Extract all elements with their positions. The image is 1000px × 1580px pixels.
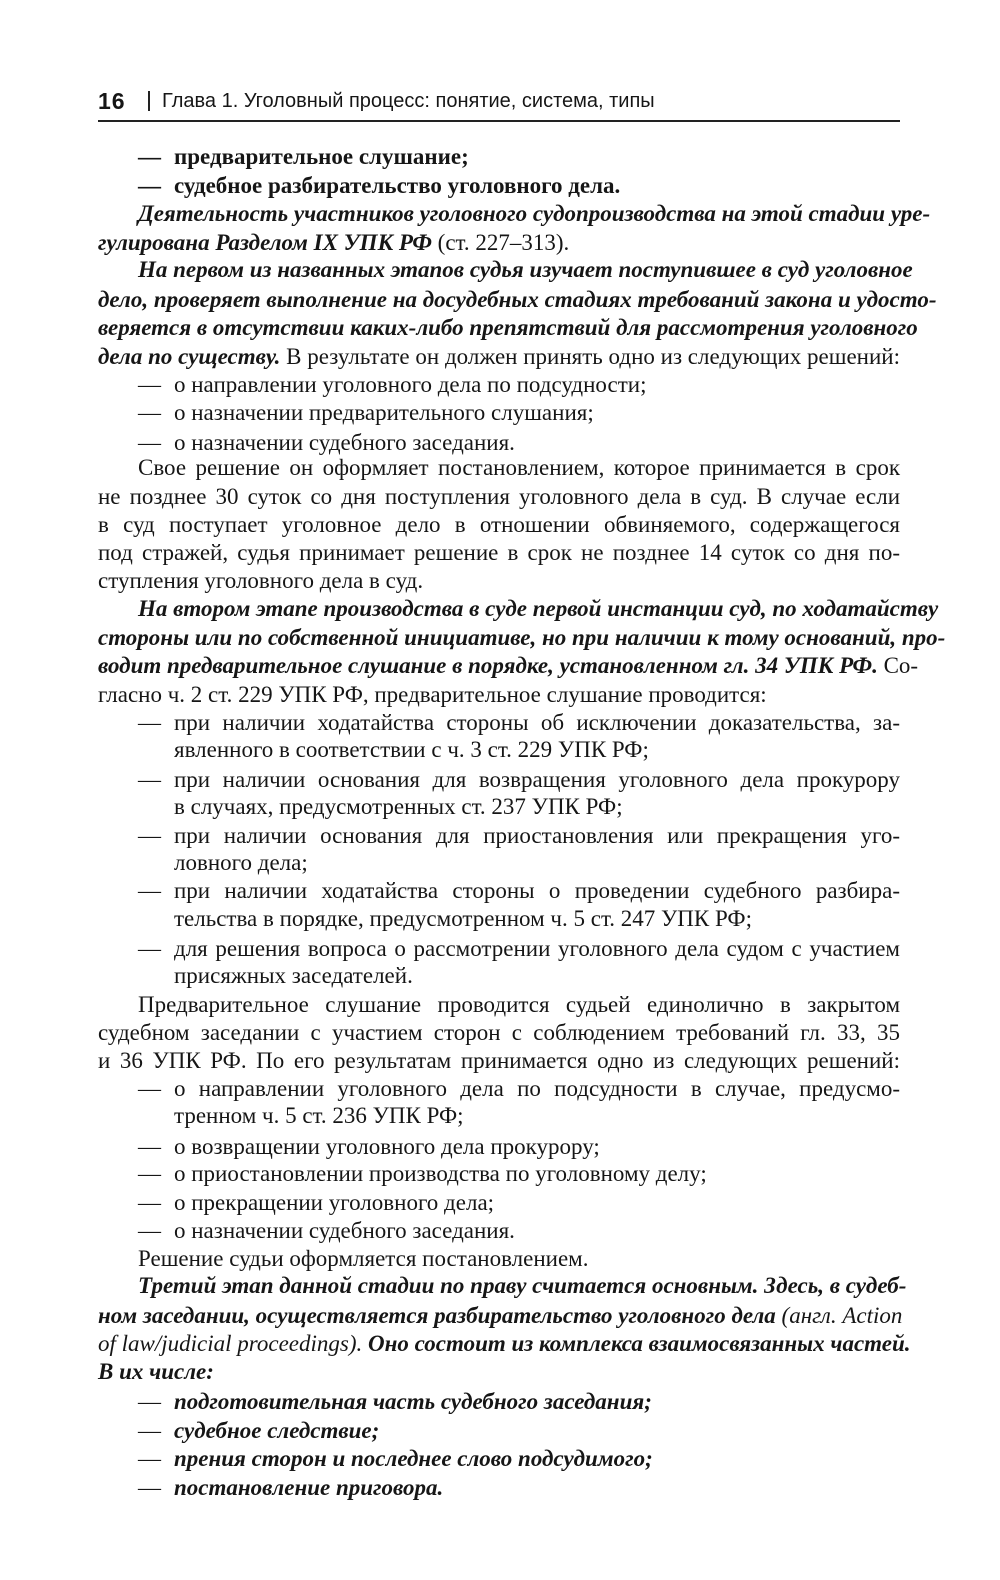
text-line (98, 229, 569, 257)
text-line (98, 1047, 900, 1075)
text-line (98, 905, 752, 933)
text-run: не позднее 30 суток со дня поступления уголовного дела в суд. В случае если (98, 484, 900, 509)
text-run: под стражей, судья принимает решение в срок не позднее 14 суток со дня по- (98, 540, 900, 565)
text-run: веряется в отсутствии каких-либо препятствий для рассмотрения уголовного (98, 315, 918, 340)
text-line (98, 1358, 214, 1386)
text-line (98, 793, 623, 821)
list-dash: — (138, 767, 161, 792)
text-line (98, 624, 945, 652)
list-dash: — (138, 430, 161, 455)
header-separator (148, 91, 150, 111)
list-dash: — (138, 1389, 161, 1414)
text-run: и 36 УПК РФ. По его результатам принимается одно из следующих решений: (98, 1048, 900, 1073)
text-run: ступления уголовного дела в суд. (98, 568, 424, 593)
text-run: предварительное слушание; (174, 144, 469, 169)
text-run: В их числе: (98, 1359, 214, 1384)
text-run: присяжных заседателей. (174, 963, 413, 988)
text-run: гласно ч. 2 ст. 229 УПК РФ, предварительное слушание проводится: (98, 682, 767, 707)
text-run: о направлении уголовного дела по подсудности в случае, предусмо- (174, 1076, 900, 1101)
text-run: (англ. Action (775, 1303, 903, 1328)
text-run: для решения вопроса о рассмотрении уголовного дела судом с участием (174, 936, 900, 961)
text-line (98, 256, 913, 284)
text-line (98, 200, 930, 228)
text-run: при наличии основания для приостановления или прекращения уго- (174, 823, 900, 848)
chapter-title: Глава 1. Уголовный процесс: понятие, система, типы (162, 90, 655, 112)
text-run: прения сторон и последнее слово подсудимого; (174, 1446, 653, 1471)
text-run: судебном заседании с участием сторон с соблюдением требований гл. 33, 35 (98, 1020, 900, 1045)
text-run: ловного дела; (174, 850, 308, 875)
text-line (98, 1245, 588, 1273)
text-line (98, 539, 900, 567)
list-dash: — (138, 710, 161, 735)
text-line (98, 962, 413, 990)
text-run: В результате он должен принять одно из следующих решений: (280, 344, 901, 369)
list-dash: — (138, 878, 161, 903)
running-header (98, 84, 900, 122)
text-run: о прекращении уголовного дела; (174, 1190, 495, 1215)
text-run: стороны или по собственной инициативе, но при наличии к тому оснований, про- (98, 625, 946, 650)
list-dash: — (138, 936, 161, 961)
text-run: судебное разбирательство уголовного дела. (174, 173, 621, 198)
text-run: Третий этап данной стадии по праву считается основным. Здесь, в судеб- (138, 1273, 907, 1298)
list-dash: — (138, 1134, 161, 1159)
text-run: На первом из названных этапов судья изучает поступившее в суд уголовное (138, 257, 913, 282)
text-run: Предварительное слушание проводится судьей единолично в закрытом (138, 992, 900, 1017)
text-run: дела по существу. (98, 344, 281, 369)
text-run: гулирована Разделом IX УПК РФ (98, 230, 432, 255)
text-run: при наличии ходатайства стороны о проведении судебного разбира- (174, 878, 900, 903)
list-dash: — (138, 823, 161, 848)
text-line (98, 1330, 911, 1358)
text-run: при наличии основания для возвращения уголовного дела прокурору (174, 767, 900, 792)
text-run: водит предварительное слушание в порядке, установленном гл. 34 УПК РФ. (98, 653, 878, 678)
text-run: постановление приговора. (174, 1475, 444, 1500)
text-line (98, 652, 918, 680)
text-line (98, 286, 937, 314)
text-run: Оно состоит из комплекса взаимосвязанных частей. (362, 1331, 911, 1356)
text-run: о возвращении уголовного дела прокурору; (174, 1134, 600, 1159)
text-run: Свое решение он оформляет постановлением, которое принимается в срок (138, 455, 900, 480)
text-line (98, 1019, 900, 1047)
text-line (98, 454, 900, 482)
text-line (98, 681, 767, 709)
text-run: дело, проверяет выполнение на досудебных стадиях требований закона и удосто- (98, 287, 937, 312)
text-line (98, 736, 649, 764)
text-line (98, 1102, 464, 1130)
list-dash: — (138, 1446, 161, 1471)
text-run: тельства в порядке, предусмотренном ч. 5 ст. 247 УПК РФ; (174, 906, 752, 931)
text-line (98, 991, 900, 1019)
text-line (98, 1302, 902, 1330)
list-dash: — (138, 372, 161, 397)
text-run: судебное следствие; (174, 1418, 380, 1443)
text-line (98, 314, 918, 342)
text-run: при наличии ходатайства стороны об исключении доказательства, за- (174, 710, 900, 735)
text-run: явленного в соответствии с ч. 3 ст. 229 УПК РФ; (174, 737, 649, 762)
text-line (98, 483, 900, 511)
text-run: (ст. 227–313). (431, 230, 570, 255)
list-dash: — (138, 1161, 161, 1186)
text-run: о назначении судебного заседания. (174, 1218, 515, 1243)
text-run: в суд поступает уголовное дело в отношении обвиняемого, содержащегося (98, 512, 900, 537)
page-number: 16 (98, 88, 126, 114)
text-run: ном заседании, осуществляется разбирательство уголовного дела (98, 1303, 776, 1328)
text-run: в случаях, предусмотренных ст. 237 УПК РФ; (174, 794, 623, 819)
list-dash: — (138, 144, 161, 169)
text-run: о приостановлении производства по уголовному делу; (174, 1161, 707, 1186)
text-run: подготовительная часть судебного заседания; (174, 1389, 652, 1414)
list-dash: — (138, 1418, 161, 1443)
text-run: тренном ч. 5 ст. 236 УПК РФ; (174, 1103, 464, 1128)
list-dash: — (138, 1475, 161, 1500)
text-run: о назначении предварительного слушания; (174, 400, 594, 425)
text-run: о направлении уголовного дела по подсудности; (174, 372, 647, 397)
text-line (98, 849, 308, 877)
text-line (98, 343, 900, 371)
list-dash: — (138, 173, 161, 198)
list-dash: — (138, 1076, 161, 1101)
list-dash: — (138, 1218, 161, 1243)
text-run: На втором этапе производства в суде первой инстанции суд, по ходатайству (138, 596, 939, 621)
text-line (98, 567, 423, 595)
list-dash: — (138, 1190, 161, 1215)
list-dash: — (138, 400, 161, 425)
text-line (98, 595, 938, 623)
text-line (98, 511, 900, 539)
text-run: Решение судьи оформляется постановлением. (138, 1246, 589, 1271)
text-run: Со- (877, 653, 919, 678)
text-line (98, 1272, 906, 1300)
text-run: of law/judicial proceedings). (98, 1331, 363, 1356)
text-run: Деятельность участников уголовного судопроизводства на этой стадии уре- (138, 201, 931, 226)
text-run: о назначении судебного заседания. (174, 430, 515, 455)
